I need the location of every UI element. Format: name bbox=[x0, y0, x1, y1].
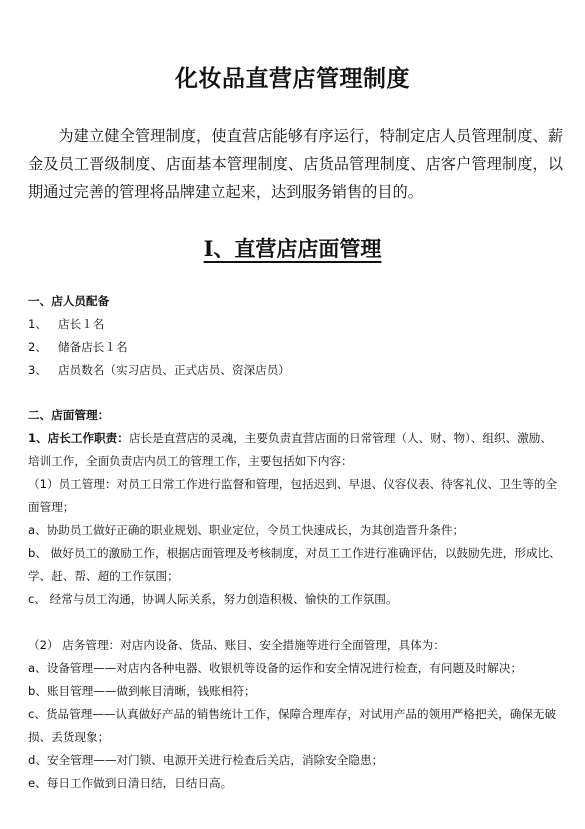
staffing-section bbox=[28, 290, 563, 382]
affairs-item: a、设备管理——对店内各种电器、收银机等设备的运作和安全情况进行检查，有问题及时解决； bbox=[28, 661, 523, 675]
affairs-section bbox=[28, 634, 563, 795]
staffing-item bbox=[28, 336, 563, 359]
staff-management-item: b、 做好员工的激励工作，根据店面管理及考核制度，对员工工作进行准确评估，以鼓励先进，形成比、学、赶、帮、超的工作氛围； bbox=[28, 546, 561, 583]
manager-duties bbox=[28, 427, 563, 473]
staff-management-item: c、 经常与员工沟通，协调人际关系，努力创造积极、愉快的工作氛围。 bbox=[28, 592, 398, 606]
item-text: 店长１名 bbox=[58, 317, 105, 331]
affairs-item: c、货品管理——认真做好产品的销售统计工作，保障合理库存，对试用产品的领用严格把关，确保无破损、丢货现象； bbox=[28, 707, 557, 744]
item-number: 2、 bbox=[28, 340, 47, 354]
staffing-item bbox=[28, 359, 563, 382]
affairs-item: d、安全管理——对门锁、电源开关进行检查后关店，消除安全隐患； bbox=[28, 753, 384, 767]
manager-duties-label: 1、店长工作职责： bbox=[28, 431, 129, 445]
intro-paragraph: 为建立健全管理制度，使直营店能够有序运行，特制定店人员管理制度、薪金及员工晋级制度、店面基本管理制度、店货品管理制度、店客户管理制度，以期通过完善的管理将品牌建立起来，达到服务销售的目的。 bbox=[28, 127, 563, 201]
manager-duties-text: 店长是直营店的灵魂，主要负责直营店面的日常管理（人、财、物）、组织、激励、培训工作，全面负责店内员工的管理工作，主要包括如下内容： bbox=[28, 431, 552, 468]
affairs-item: e、每日工作做到日清日结，日结日高。 bbox=[28, 776, 233, 790]
affairs-item: b、账目管理——做到帐目清晰，钱账相符； bbox=[28, 684, 256, 698]
item-text: 店员数名（实习店员、正式店员、资深店员） bbox=[58, 363, 290, 377]
document-title: 化妆品直营店管理制度 bbox=[175, 66, 410, 92]
item-number: 3、 bbox=[28, 363, 47, 377]
staff-management-intro: （1）员工管理：对员工日常工作进行监督和管理，包括迟到、早退、仪容仪表、待客礼仪、卫生等的全面管理； bbox=[28, 477, 558, 514]
staffing-item bbox=[28, 313, 563, 336]
section-heading: I、直营店店面管理 bbox=[203, 236, 382, 261]
item-text: 储备店长１名 bbox=[58, 340, 128, 354]
affairs-intro: （2） 店务管理：对店内设备、货品、账目、安全措施等进行全面管理，具体为： bbox=[28, 638, 445, 652]
staff-management-item: a、协助员工做好正确的职业规划、职业定位，令员工快速成长，为其创造晋升条件； bbox=[28, 523, 465, 537]
management-section bbox=[28, 404, 563, 611]
management-heading: 二、店面管理： bbox=[28, 408, 110, 422]
item-number: 1、 bbox=[28, 317, 47, 331]
staffing-heading: 一、店人员配备 bbox=[28, 294, 110, 308]
